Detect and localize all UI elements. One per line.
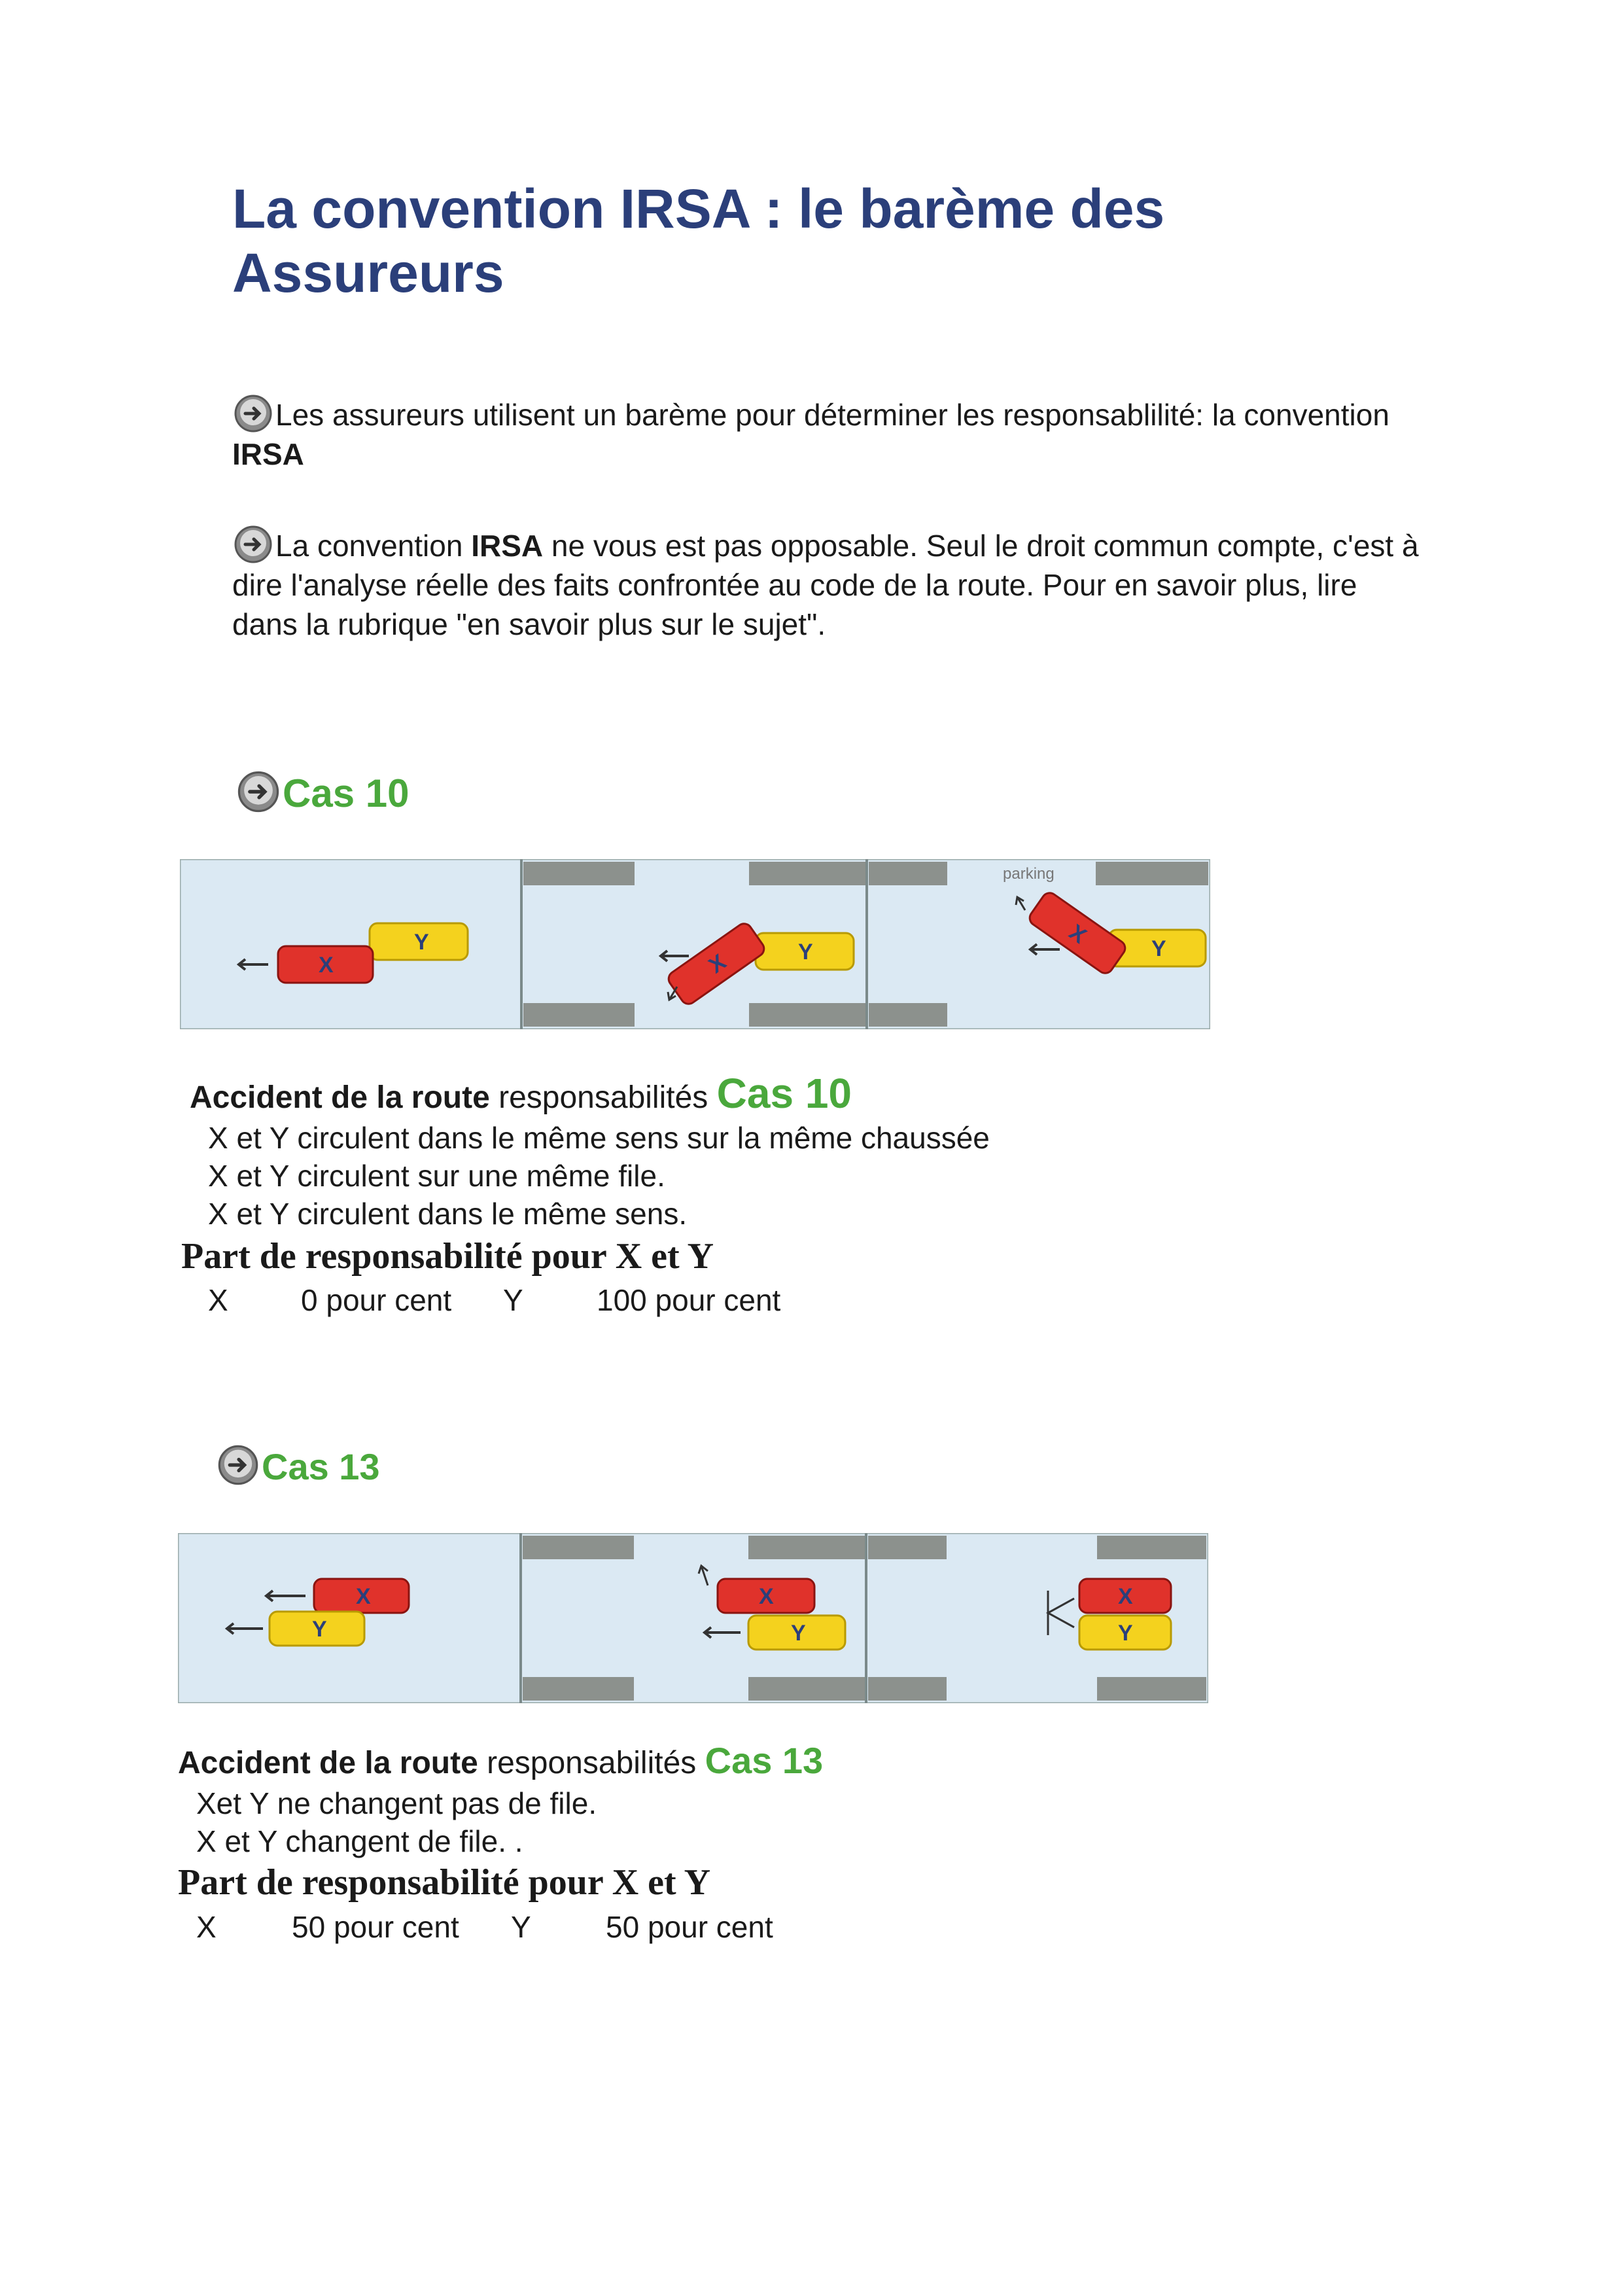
car-y xyxy=(756,933,854,970)
case-10-line: X et Y circulent dans le même sens sur la même chaussée xyxy=(208,1121,990,1155)
car-x xyxy=(278,946,373,983)
parking-label: parking xyxy=(1003,865,1055,883)
car-y xyxy=(270,1612,364,1646)
car-x xyxy=(718,1579,814,1613)
case-10-part-label: Part de responsabilité pour X et Y xyxy=(181,1236,714,1277)
case-10-percentages xyxy=(208,1282,780,1318)
case-10-diagram xyxy=(180,859,1210,1029)
x-value: 0 pour cent xyxy=(301,1283,452,1317)
car-x xyxy=(1079,1579,1171,1613)
svg-text:Y: Y xyxy=(1151,936,1166,961)
case-10-heading: Cas 10 xyxy=(236,769,409,816)
car-y xyxy=(1079,1616,1171,1650)
svg-text:X: X xyxy=(356,1584,371,1609)
x-label: X xyxy=(208,1283,228,1317)
arrow-bullet-icon xyxy=(232,393,274,434)
case-13-line: Xet Y ne changent pas de file. xyxy=(196,1786,597,1820)
svg-text:X: X xyxy=(759,1584,774,1609)
case-13-title: Accident de la route responsabilités Cas 13 xyxy=(178,1740,824,1781)
y-value: 50 pour cent xyxy=(606,1910,773,1944)
svg-text:X: X xyxy=(319,953,334,978)
intro-paragraph-1: Les assureurs utilisent un barème pour déterminer les responsablilité: la convention IRSA xyxy=(232,393,1410,474)
svg-text:X: X xyxy=(704,949,731,979)
arrow-bullet-icon xyxy=(216,1443,260,1487)
car-x xyxy=(314,1579,409,1613)
svg-text:X: X xyxy=(1064,919,1091,949)
arrow-bullet-icon xyxy=(232,523,274,565)
case-13-line: X et Y changent de file. . xyxy=(196,1824,523,1858)
svg-text:Y: Y xyxy=(312,1617,327,1642)
case-13-heading: Cas 13 xyxy=(216,1443,380,1488)
svg-text:Y: Y xyxy=(798,940,813,964)
arrow-bullet-icon xyxy=(236,769,281,815)
intro-paragraph-2: La convention IRSA ne vous est pas opposable. Seul le droit commun compte, c'est à dire l'analyse réelle des faits confrontée au code de la route. Pour en savoir plus, lire dans la rubrique "en savoir plus sur le sujet". xyxy=(232,523,1429,644)
x-value: 50 pour cent xyxy=(292,1910,459,1944)
car-y xyxy=(748,1616,845,1650)
y-label: Y xyxy=(503,1283,523,1317)
x-label: X xyxy=(196,1910,217,1944)
case-10-line: X et Y circulent dans le même sens. xyxy=(208,1197,688,1231)
case-13-part-label: Part de responsabilité pour X et Y xyxy=(178,1862,711,1903)
case-10-title: Accident de la route responsabilités Cas 10 xyxy=(190,1070,852,1117)
svg-text:Y: Y xyxy=(791,1621,806,1646)
page-title: La convention IRSA : le barème des Assureurs xyxy=(232,178,1165,304)
svg-text:X: X xyxy=(1118,1584,1133,1609)
y-label: Y xyxy=(511,1910,531,1944)
y-value: 100 pour cent xyxy=(597,1283,781,1317)
svg-text:Y: Y xyxy=(414,930,429,955)
car-y xyxy=(370,923,468,960)
case-13-diagram xyxy=(178,1533,1208,1703)
case-13-percentages xyxy=(196,1909,773,1945)
case-10-line: X et Y circulent sur une même file. xyxy=(208,1159,665,1193)
svg-text:Y: Y xyxy=(1118,1621,1133,1646)
